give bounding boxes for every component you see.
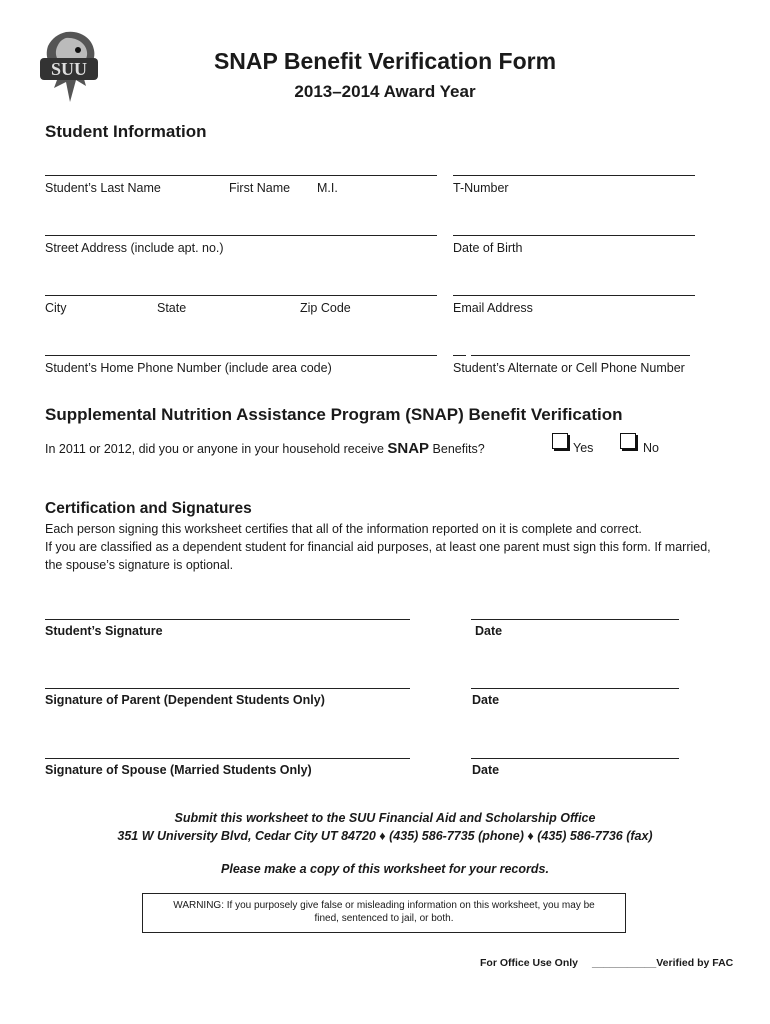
student-info-heading: Student Information xyxy=(45,122,207,141)
submit-instructions: Submit this worksheet to the SUU Financial Aid and Scholarship Office xyxy=(174,811,596,825)
student-signature-label: Student’s Signature xyxy=(45,624,163,638)
yes-label: Yes xyxy=(573,441,594,455)
parent-date-label: Date xyxy=(472,693,500,707)
spouse-signature-label: Signature of Spouse (Married Students Only) xyxy=(45,763,312,777)
email-field-line[interactable] xyxy=(453,295,695,296)
city-state-zip-field-line[interactable] xyxy=(45,295,437,296)
office-address: 351 W University Blvd, Cedar City UT 84720 ♦ (435) 586-7735 (phone) ♦ (435) 586-7736 (fax) xyxy=(117,829,653,843)
no-label: No xyxy=(643,441,659,455)
question-benefits: Benefits? xyxy=(429,442,485,456)
yes-checkbox[interactable] xyxy=(552,433,568,449)
name-field-line[interactable] xyxy=(45,175,437,176)
tnumber-field-line[interactable] xyxy=(453,175,695,176)
alt-phone-area-line[interactable] xyxy=(453,355,466,356)
office-use-label: For Office Use Only xyxy=(480,957,579,969)
snap-heading: Supplemental Nutrition Assistance Program (SNAP) Benefit Verification xyxy=(45,405,623,424)
dob-label: Date of Birth xyxy=(453,241,523,255)
certification-line-2: If you are classified as a dependent student for financial aid purposes, at least one parent must sign this form. If married, the spouse’s signature is optional. xyxy=(45,540,711,572)
no-checkbox[interactable] xyxy=(620,433,636,449)
student-date-line[interactable] xyxy=(471,619,679,620)
logo-text: SUU xyxy=(50,59,88,79)
tnumber-label: T-Number xyxy=(453,181,509,195)
warning-box: WARNING: If you purposely give false or misleading information on this worksheet, you may be fined, sentenced to jail, or both. xyxy=(142,893,626,933)
certification-text xyxy=(45,520,725,574)
form-title: SNAP Benefit Verification Form xyxy=(213,48,557,74)
parent-signature-line[interactable] xyxy=(45,688,410,689)
snap-question xyxy=(45,440,485,457)
verified-by-fac: ___________Verified by FAC xyxy=(592,957,734,969)
alt-phone-label: Student’s Alternate or Cell Phone Number xyxy=(453,361,685,375)
parent-date-line[interactable] xyxy=(471,688,679,689)
alt-phone-field-line[interactable] xyxy=(471,355,690,356)
dob-field-line[interactable] xyxy=(453,235,695,236)
question-text: In 2011 or 2012, did you or anyone in your household receive xyxy=(45,442,388,456)
question-snap: SNAP xyxy=(387,440,430,457)
certification-line-1: Each person signing this worksheet certifies that all of the information reported on it is complete and correct. xyxy=(45,522,642,536)
student-date-label: Date xyxy=(475,624,503,638)
street-label: Street Address (include apt. no.) xyxy=(45,241,224,255)
last-name-label: Student’s Last Name xyxy=(45,181,161,195)
spouse-date-line[interactable] xyxy=(471,758,679,759)
award-year: 2013–2014 Award Year xyxy=(294,82,476,101)
email-label: Email Address xyxy=(453,301,533,315)
home-phone-label: Student’s Home Phone Number (include area code) xyxy=(45,361,332,375)
city-label: City xyxy=(45,301,67,315)
spouse-signature-line[interactable] xyxy=(45,758,410,759)
spouse-date-label: Date xyxy=(472,763,500,777)
first-name-label: First Name xyxy=(229,181,291,195)
state-label: State xyxy=(157,301,187,315)
certification-heading: Certification and Signatures xyxy=(45,500,252,517)
zip-label: Zip Code xyxy=(300,301,351,315)
student-signature-line[interactable] xyxy=(45,619,410,620)
street-field-line[interactable] xyxy=(45,235,437,236)
copy-reminder: Please make a copy of this worksheet for your records. xyxy=(221,862,549,876)
mi-label: M.I. xyxy=(317,181,338,195)
parent-signature-label: Signature of Parent (Dependent Students Only) xyxy=(45,693,325,707)
home-phone-field-line[interactable] xyxy=(45,355,437,356)
